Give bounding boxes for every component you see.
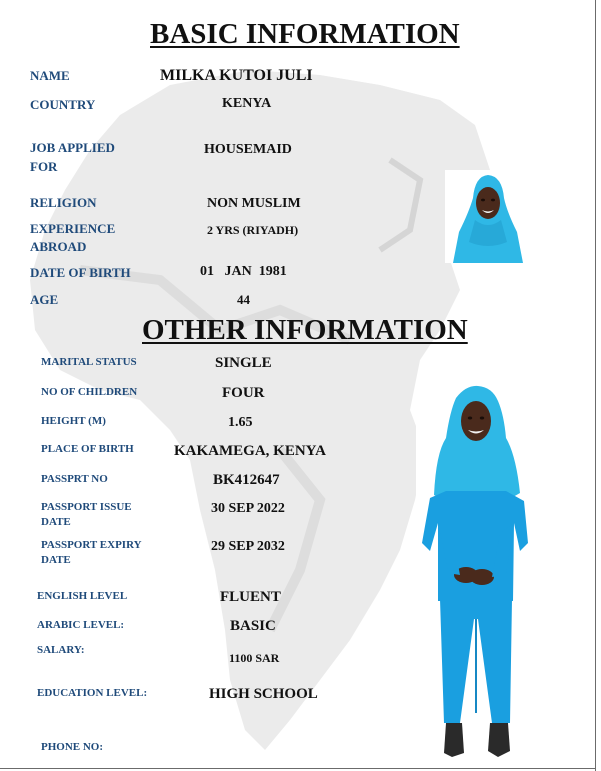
passport-issue-label-line2: DATE [41, 516, 71, 528]
passport-issue-label-line1: PASSPORT ISSUE [41, 501, 132, 513]
salary-label: SALARY: [37, 644, 85, 656]
english-level-label: ENGLISH LEVEL [37, 590, 128, 602]
job-applied-label-line1: JOB APPLIED [30, 140, 115, 155]
arabic-level-value: BASIC [230, 618, 276, 634]
english-level-value: FLUENT [220, 589, 281, 605]
children-value: FOUR [222, 385, 265, 401]
name-label: NAME [30, 68, 70, 83]
education-level-value: HIGH SCHOOL [209, 686, 318, 702]
date-of-birth-label: DATE OF BIRTH [30, 265, 131, 280]
marital-status-label: MARITAL STATUS [41, 356, 137, 368]
salary-value: 1100 SAR [229, 651, 280, 665]
passport-issue-value: 30 SEP 2022 [211, 501, 285, 516]
experience-value: 2 YRS (RIYADH) [207, 223, 299, 237]
passport-expiry-label-line2: DATE [41, 554, 71, 566]
country-value: KENYA [222, 96, 272, 111]
height-value: 1.65 [228, 415, 253, 430]
passport-expiry-label-line1: PASSPORT EXPIRY [41, 539, 142, 551]
children-label: NO OF CHILDREN [41, 386, 138, 398]
experience-label-line2: ABROAD [30, 239, 87, 254]
age-label: AGE [30, 292, 59, 307]
date-of-birth-value: 01 JAN 1981 [200, 264, 287, 279]
experience-label-line1: EXPERIENCE [30, 221, 116, 236]
arabic-level-label: ARABIC LEVEL: [37, 619, 125, 631]
age-value: 44 [237, 292, 250, 307]
place-of-birth-label: PLACE OF BIRTH [41, 443, 134, 455]
basic-information-title: BASIC INFORMATION [150, 18, 460, 50]
passport-expiry-value: 29 SEP 2032 [211, 539, 285, 554]
passport-number-value: BK412647 [213, 472, 280, 488]
height-label: HEIGHT (M) [41, 415, 106, 427]
job-applied-label-line2: FOR [30, 159, 58, 174]
name-value: MILKA KUTOI JULI [160, 67, 313, 84]
applicant-full-body-photo [416, 383, 534, 759]
marital-status-value: SINGLE [215, 355, 272, 371]
religion-value: NON MUSLIM [207, 196, 301, 211]
job-applied-value: HOUSEMAID [204, 142, 292, 157]
other-information-title: OTHER INFORMATION [142, 314, 468, 346]
country-label: COUNTRY [30, 97, 96, 112]
page-border-right [595, 0, 596, 771]
religion-label: RELIGION [30, 195, 97, 210]
phone-number-label: PHONE NO: [41, 741, 104, 753]
applicant-headshot-photo [445, 170, 531, 263]
passport-number-label: PASSPRT NO [41, 473, 108, 485]
place-of-birth-value: KAKAMEGA, KENYA [174, 443, 326, 459]
education-level-label: EDUCATION LEVEL: [37, 687, 148, 699]
